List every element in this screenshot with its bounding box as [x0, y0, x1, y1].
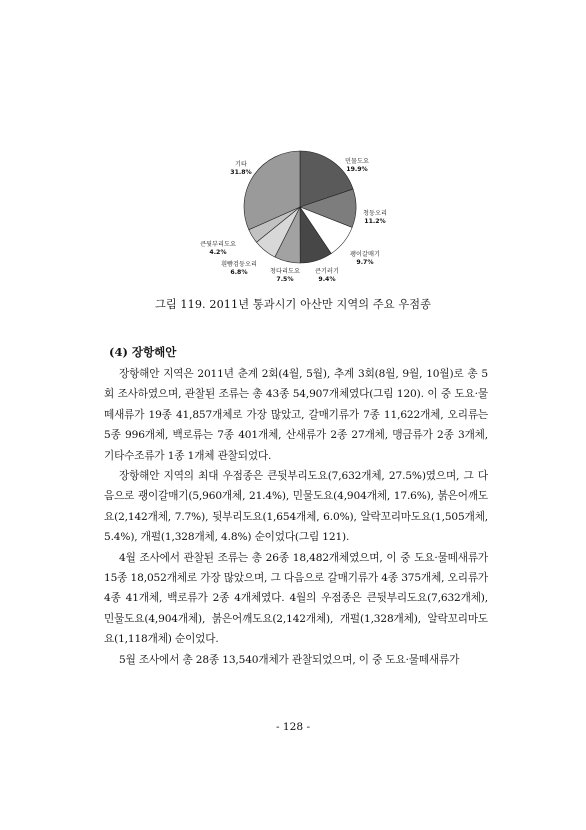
slice-label: 청둥오리	[363, 210, 387, 217]
slice-percent-label: 6.8%	[230, 269, 248, 276]
body-text	[104, 364, 488, 670]
slice-label: 흰뺨검둥오리	[221, 261, 257, 268]
figure-caption: 그림 119. 2011년 통과시기 아산만 지역의 주요 우점종	[154, 298, 432, 311]
slice-percent-label: 9.7%	[356, 259, 374, 266]
slice-label: 큰기러기	[315, 268, 339, 275]
section-heading: (4) 장항해안	[109, 345, 177, 359]
paragraph: 장항해안 지역은 2011년 춘계 2회(4월, 5월), 추계 3회(8월, 9월, 10월)로 총 5회 조사하였으며, 관찰된 조류는 총 43종 54,907개체였다(그림 120). 이 중 도요·물떼새류가 19종 41,857개체로 가장 많았고, 갈매기류가 7종 11,622개체, 오리류는 5종 996개체, 백로류는 7종 401개체, 산새류가 2종 27개체, 맹금류가 2종 3개체, 기타수조류가 1종 1개체 관찰되었다.	[104, 368, 488, 462]
slice-percent-label: 4.2%	[209, 249, 227, 256]
paragraph: 5월 조사에서 총 28종 13,540개체가 관찰되었으며, 이 중 도요·물떼새류가	[119, 653, 460, 666]
slice-label: 청다리도요	[270, 268, 300, 275]
slice-label: 기타	[235, 161, 247, 168]
slice-label: 민물도요	[345, 158, 369, 165]
slice-percent-label: 9.4%	[318, 276, 336, 283]
slice-label: 괭이갈매기	[350, 251, 380, 258]
page-number: - 128 -	[275, 721, 311, 733]
slice-label: 큰뒷부리도요	[200, 241, 236, 248]
slice-percent-label: 19.9%	[346, 166, 368, 173]
pie-chart	[0, 0, 586, 300]
slice-percent-label: 7.5%	[276, 276, 294, 283]
paragraph: 4월 조사에서 관찰된 조류는 총 26종 18,482개체였으며, 이 중 도요·물떼새류가 15종 18,052개체로 가장 많았으며, 그 다음으로 갈매기류가 4종 375개체, 오리류가 4종 41개체, 백로류가 2종 4개체였다. 4월의 우점종은 큰뒷부리도요(7,632개체), 민물도요(4,904개체), 붉은어깨도요(2,142개체), 개펄(1,328개체), 알락꼬리마도요(1,118개체) 순이었다.	[104, 551, 488, 646]
slice-percent-label: 31.8%	[230, 169, 252, 176]
paragraph: 장항해안 지역의 최대 우점종은 큰뒷부리도요(7,632개체, 27.5%)였으며, 그 다음으로 괭이갈매기(5,960개체, 21.4%), 민물도요(4,904개체, 17.6%), 붉은어깨도요(2,142개체, 7.7%), 뒷부리도요(1,654개체, 6.0%), 알락꼬리마도요(1,505개체, 5.4%), 개펄(1,328개체, 4.8%) 순이었다(그림 121).	[104, 470, 488, 544]
slice-percent-label: 11.2%	[364, 218, 386, 225]
